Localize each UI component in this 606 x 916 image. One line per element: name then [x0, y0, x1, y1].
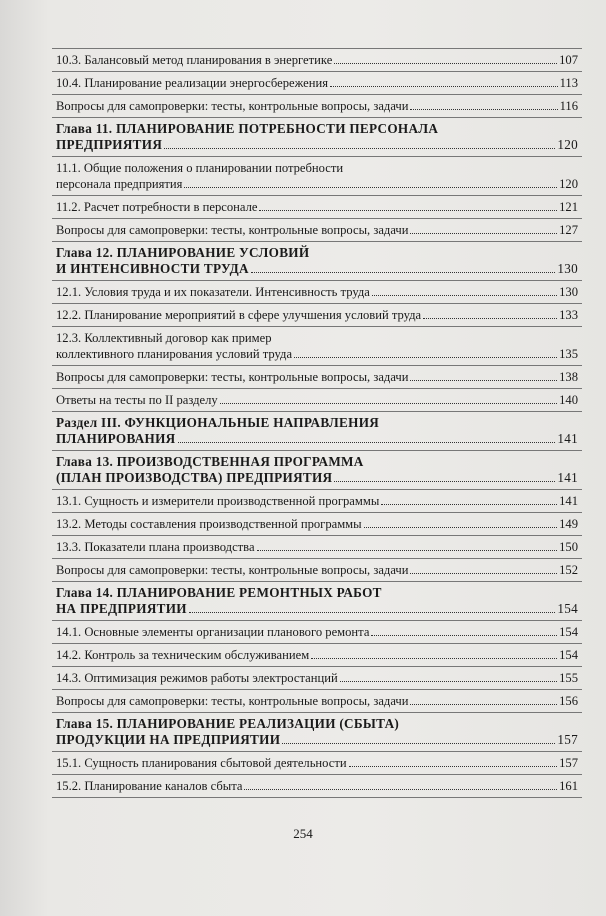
toc-page-number: 138 — [559, 370, 578, 384]
toc-entry-text: ПРЕДПРИЯТИЯ — [56, 137, 163, 152]
toc-section-entry — [52, 157, 582, 196]
dot-leader — [334, 481, 555, 482]
dot-leader — [423, 318, 557, 319]
toc-entry-text: 13.2. Методы составления производственной программы — [56, 517, 362, 531]
toc-entry-text: Вопросы для самопроверки: тесты, контрольные вопросы, задачи — [56, 370, 409, 384]
toc-chapter-entry — [52, 713, 582, 752]
dot-leader — [364, 527, 557, 528]
dot-leader — [178, 442, 556, 443]
toc-entry-text: Глава 15. ПЛАНИРОВАНИЕ РЕАЛИЗАЦИИ (СБЫТА) — [56, 716, 400, 731]
toc-section-entry — [52, 281, 582, 304]
dot-leader — [189, 612, 555, 613]
toc-chapter-entry — [52, 242, 582, 281]
toc-entry-text: 12.3. Коллективный договор как пример — [56, 331, 272, 345]
toc-page-number: 140 — [559, 393, 578, 407]
toc-section-entry — [52, 304, 582, 327]
toc-entry-text: Глава 11. ПЛАНИРОВАНИЕ ПОТРЕБНОСТИ ПЕРСОНАЛА — [56, 121, 439, 136]
toc-entry — [52, 559, 582, 582]
toc-chapter-entry — [52, 451, 582, 490]
toc-section-entry — [52, 49, 582, 72]
toc-entry-text: 11.1. Общие положения о планировании потребности — [56, 161, 344, 175]
dot-leader — [330, 86, 558, 87]
toc-section-entry — [52, 667, 582, 690]
toc-section-entry — [52, 644, 582, 667]
toc-page-number: 152 — [559, 563, 578, 577]
toc-entry-text: 10.4. Планирование реализации энергосбережения — [56, 76, 329, 90]
dot-leader — [282, 743, 555, 744]
toc-entry-text: 15.1. Сущность планирования сбытовой деятельности — [56, 756, 347, 770]
toc-entry-text: (ПЛАН ПРОИЗВОДСТВА) ПРЕДПРИЯТИЯ — [56, 470, 333, 485]
toc-page-number: 154 — [559, 625, 578, 639]
toc-page-number: 130 — [557, 261, 578, 276]
dot-leader — [410, 233, 557, 234]
dot-leader — [334, 63, 557, 64]
dot-leader — [349, 766, 557, 767]
dot-leader — [259, 210, 557, 211]
dot-leader — [410, 573, 557, 574]
toc-entry-text: Вопросы для самопроверки: тесты, контрольные вопросы, задачи — [56, 563, 409, 577]
toc-entry-text: 14.1. Основные элементы организации планового ремонта — [56, 625, 370, 639]
toc-entry-text: Вопросы для самопроверки: тесты, контрольные вопросы, задачи — [56, 99, 409, 113]
toc-entry-text: 15.2. Планирование каналов сбыта — [56, 779, 243, 793]
toc-section-entry — [52, 775, 582, 798]
toc-page-number: 141 — [557, 431, 578, 446]
toc-page-number: 113 — [559, 76, 578, 90]
toc-page-number: 157 — [557, 732, 578, 747]
toc-entry-text: НА ПРЕДПРИЯТИИ — [56, 601, 187, 616]
toc-chapter-entry — [52, 582, 582, 621]
toc-page-number: 156 — [559, 694, 578, 708]
toc-section-entry — [52, 536, 582, 559]
toc-page-number: 141 — [559, 494, 578, 508]
toc-section-entry — [52, 513, 582, 536]
toc-page-number: 116 — [559, 99, 578, 113]
dot-leader — [184, 187, 557, 188]
toc-entry-text: 11.2. Расчет потребности в персонале — [56, 200, 258, 214]
dot-leader — [371, 635, 557, 636]
toc-entry-text: Глава 12. ПЛАНИРОВАНИЕ УСЛОВИЙ — [56, 245, 310, 260]
toc-entry-text: Раздел III. ФУНКЦИОНАЛЬНЫЕ НАПРАВЛЕНИЯ — [56, 415, 380, 430]
toc-entry-text: коллективного планирования условий труда — [56, 347, 293, 361]
toc-entry-text: Вопросы для самопроверки: тесты, контрольные вопросы, задачи — [56, 694, 409, 708]
toc-entry-text: И ИНТЕНСИВНОСТИ ТРУДА — [56, 261, 249, 276]
toc-page-number: 150 — [559, 540, 578, 554]
toc-entry-text: 10.3. Балансовый метод планирования в энергетике — [56, 53, 333, 67]
toc-entry — [52, 366, 582, 389]
dot-leader — [220, 403, 557, 404]
dot-leader — [340, 681, 557, 682]
dot-leader — [410, 380, 557, 381]
toc-entry — [52, 219, 582, 242]
toc-page-number: 155 — [559, 671, 578, 685]
toc-entry — [52, 95, 582, 118]
toc-entry-text: персонала предприятия — [56, 177, 183, 191]
toc-entry-text: ПЛАНИРОВАНИЯ — [56, 431, 176, 446]
toc-page-number: 157 — [559, 756, 578, 770]
toc-page-number: 121 — [559, 200, 578, 214]
toc-section-entry — [52, 752, 582, 775]
toc-section-entry — [52, 72, 582, 95]
toc-page-number: 133 — [559, 308, 578, 322]
toc-entry-text: Вопросы для самопроверки: тесты, контрольные вопросы, задачи — [56, 223, 409, 237]
toc-entry-text: 13.3. Показатели плана производства — [56, 540, 255, 554]
toc-page-number: 154 — [557, 601, 578, 616]
toc-entry-text: 12.2. Планирование мероприятий в сфере улучшения условий труда — [56, 308, 422, 322]
toc-entry — [52, 389, 582, 412]
toc-page-number: 161 — [559, 779, 578, 793]
toc-entry-text: 13.1. Сущность и измерители производственной программы — [56, 494, 380, 508]
toc-section-entry — [52, 327, 582, 366]
toc-page-number: 130 — [559, 285, 578, 299]
toc-entry-text: Глава 13. ПРОИЗВОДСТВЕННАЯ ПРОГРАММА — [56, 454, 364, 469]
dot-leader — [410, 704, 557, 705]
dot-leader — [294, 357, 557, 358]
toc-entry-text: ПРОДУКЦИИ НА ПРЕДПРИЯТИИ — [56, 732, 281, 747]
toc-section-entry — [52, 490, 582, 513]
dot-leader — [381, 504, 557, 505]
dot-leader — [257, 550, 558, 551]
dot-leader — [410, 109, 557, 110]
dot-leader — [311, 658, 557, 659]
toc-entry — [52, 690, 582, 713]
toc-section-entry — [52, 621, 582, 644]
toc-entry-text: Глава 14. ПЛАНИРОВАНИЕ РЕМОНТНЫХ РАБОТ — [56, 585, 382, 600]
toc-page-number: 141 — [557, 470, 578, 485]
toc-entry-text: 14.2. Контроль за техническим обслуживанием — [56, 648, 310, 662]
toc-page-number: 135 — [559, 347, 578, 361]
toc-page-number: 149 — [559, 517, 578, 531]
toc-chapter-entry — [52, 412, 582, 451]
toc-section-entry — [52, 196, 582, 219]
dot-leader — [251, 272, 556, 273]
table-of-contents — [52, 48, 582, 798]
toc-page-number: 107 — [559, 53, 578, 67]
toc-page-number: 154 — [559, 648, 578, 662]
page-number: 254 — [293, 826, 313, 841]
toc-page-number: 120 — [559, 177, 578, 191]
toc-page-number: 127 — [559, 223, 578, 237]
dot-leader — [164, 148, 555, 149]
toc-chapter-entry — [52, 118, 582, 157]
toc-entry-text: Ответы на тесты по II разделу — [56, 393, 218, 407]
dot-leader — [244, 789, 557, 790]
toc-page-number: 120 — [557, 137, 578, 152]
toc-entry-text: 14.3. Оптимизация режимов работы электростанций — [56, 671, 338, 685]
toc-entry-text: 12.1. Условия труда и их показатели. Интенсивность труда — [56, 285, 370, 299]
dot-leader — [372, 295, 557, 296]
